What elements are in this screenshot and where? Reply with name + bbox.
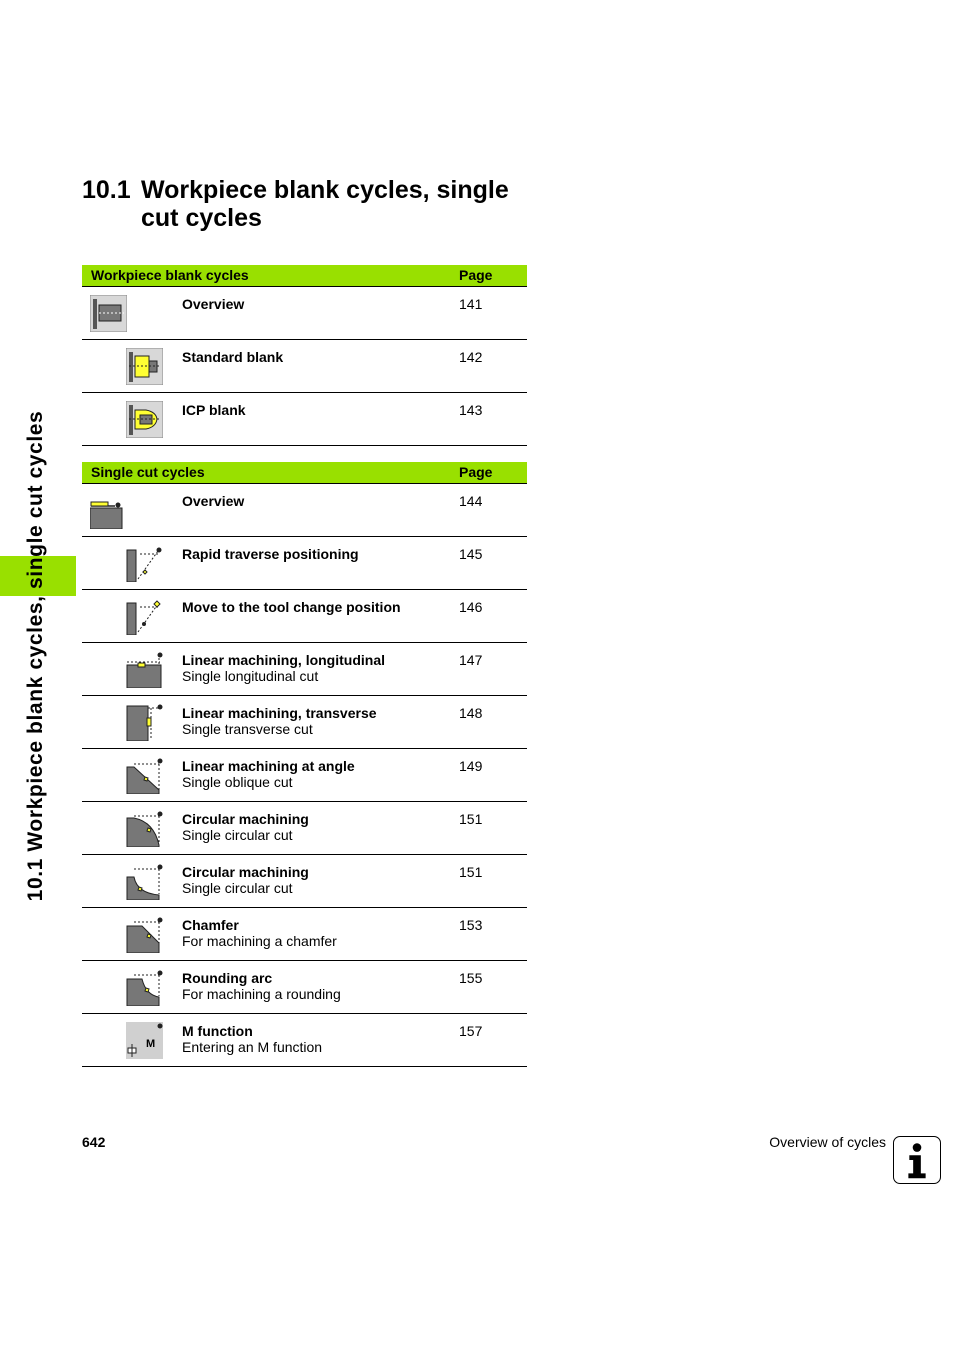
row-title: M function [182, 1023, 253, 1039]
row-title: Linear machining, transverse [182, 705, 377, 721]
table-row [82, 749, 527, 802]
side-chapter-title-text: 10.1 Workpiece blank cycles, single cut cycles [24, 410, 47, 902]
table-row [82, 537, 527, 590]
row-subtitle: Single longitudinal cut [182, 668, 319, 684]
table-row [82, 643, 527, 696]
table-header-title: Workpiece blank cycles [91, 267, 249, 283]
row-page: 144 [459, 493, 483, 509]
blank-overview-icon [90, 295, 127, 332]
table-row [82, 1014, 527, 1067]
row-page: 155 [459, 970, 483, 986]
row-subtitle: Single oblique cut [182, 774, 293, 790]
table-row [82, 696, 527, 749]
row-subtitle: Single circular cut [182, 827, 293, 843]
row-title: Overview [182, 296, 245, 312]
table-header [82, 462, 527, 484]
rounding-arc-icon [126, 969, 163, 1006]
table-header [82, 265, 527, 287]
row-page: 143 [459, 402, 483, 418]
row-title: Move to the tool change position [182, 599, 401, 615]
row-subtitle: For machining a rounding [182, 986, 341, 1002]
section-title: Workpiece blank cycles, single cut cycles [141, 176, 509, 232]
row-page: 141 [459, 296, 483, 312]
table-header-page: Page [459, 464, 493, 480]
tool-change-position-icon [126, 598, 163, 635]
row-title: Rapid traverse positioning [182, 546, 359, 562]
row-title: ICP blank [182, 402, 246, 418]
table-row [82, 961, 527, 1014]
table-row [82, 340, 527, 393]
row-page: 146 [459, 599, 483, 615]
chamfer-icon [126, 916, 163, 953]
footer-section-title: Overview of cycles [769, 1134, 886, 1150]
table-header-title: Single cut cycles [91, 464, 205, 480]
row-page: 151 [459, 811, 483, 827]
row-page: 147 [459, 652, 483, 668]
blank-cycles-table [82, 265, 527, 446]
single-cut-cycles-table [82, 462, 527, 1067]
row-subtitle: Single circular cut [182, 880, 293, 896]
row-page: 149 [459, 758, 483, 774]
row-title: Overview [182, 493, 245, 509]
linear-transverse-icon [126, 704, 163, 741]
row-title: Linear machining at angle [182, 758, 355, 774]
row-subtitle: Entering an M function [182, 1039, 323, 1055]
row-title: Circular machining [182, 811, 309, 827]
row-title: Standard blank [182, 349, 284, 365]
page-number: 642 [82, 1134, 106, 1150]
table-row [82, 484, 527, 537]
standard-blank-icon [126, 348, 163, 385]
table-row [82, 802, 527, 855]
row-subtitle: Single transverse cut [182, 721, 313, 737]
table-row [82, 855, 527, 908]
row-title: Linear machining, longitudinal [182, 652, 386, 668]
circular-machining-icon [126, 810, 163, 847]
row-title: Chamfer [182, 917, 239, 933]
row-title: Rounding arc [182, 970, 273, 986]
table-row [82, 287, 527, 340]
row-page: 153 [459, 917, 483, 933]
row-page: 157 [459, 1023, 483, 1039]
icp-blank-icon [126, 401, 163, 438]
section-number: 10.1 [82, 176, 131, 204]
single-cut-overview-icon [90, 492, 127, 529]
table-row [82, 393, 527, 446]
row-page: 148 [459, 705, 483, 721]
info-icon [893, 1136, 941, 1184]
table-row [82, 590, 527, 643]
m-function-icon-letter: M [146, 1038, 156, 1050]
row-page: 151 [459, 864, 483, 880]
row-title: Circular machining [182, 864, 309, 880]
page-title [82, 176, 532, 232]
rapid-traverse-icon [126, 545, 163, 582]
row-page: 142 [459, 349, 483, 365]
row-page: 145 [459, 546, 483, 562]
row-subtitle: For machining a chamfer [182, 933, 337, 949]
circular-machining-alt-icon [126, 863, 163, 900]
table-row [82, 908, 527, 961]
linear-longitudinal-icon [126, 651, 163, 688]
m-function-icon [126, 1022, 163, 1059]
table-header-page: Page [459, 267, 493, 283]
linear-angle-icon [126, 757, 163, 794]
